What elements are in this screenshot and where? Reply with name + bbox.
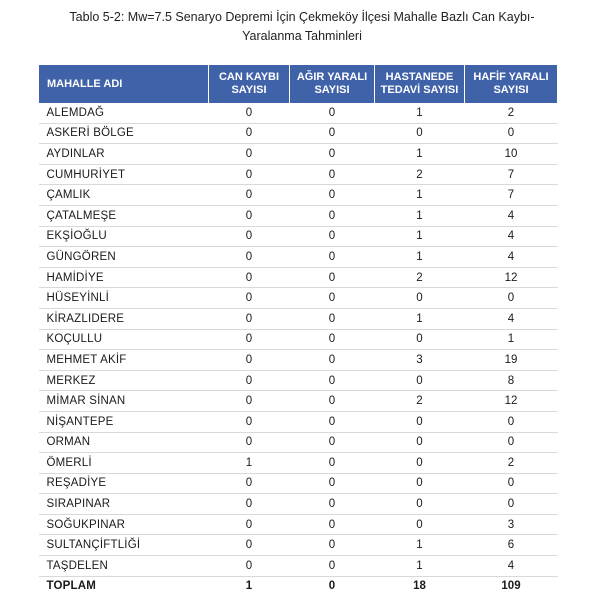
hastanede-tedavi-cell: 1 xyxy=(375,144,465,165)
mahalle-name-cell: ALEMDAĞ xyxy=(39,103,209,123)
mahalle-name-cell: KİRAZLIDERE xyxy=(39,308,209,329)
mahalle-name-cell: EKŞİOĞLU xyxy=(39,226,209,247)
mahalle-name-cell: CUMHURİYET xyxy=(39,164,209,185)
hastanede-tedavi-cell: 0 xyxy=(375,411,465,432)
table-row xyxy=(39,494,558,515)
can-kaybi-cell: 0 xyxy=(209,494,290,515)
hafif-yarali-cell: 1 xyxy=(465,329,558,350)
mahalle-name-cell: SIRAPINAR xyxy=(39,494,209,515)
hastanede-tedavi-cell: 0 xyxy=(375,473,465,494)
agir-yarali-cell: 0 xyxy=(290,556,375,577)
table-row xyxy=(39,164,558,185)
agir-yarali-cell: 0 xyxy=(290,103,375,123)
mahalle-name-cell: MERKEZ xyxy=(39,370,209,391)
hastanede-tedavi-cell: 0 xyxy=(375,370,465,391)
agir-yarali-cell: 0 xyxy=(290,411,375,432)
mahalle-name-cell: REŞADİYE xyxy=(39,473,209,494)
mahalle-name-cell: GÜNGÖREN xyxy=(39,247,209,268)
hafif-yarali-cell: 7 xyxy=(465,164,558,185)
hastanede-tedavi-cell: 1 xyxy=(375,247,465,268)
mahalle-name-cell: ORMAN xyxy=(39,432,209,453)
hastanede-tedavi-cell: 1 xyxy=(375,308,465,329)
table-row xyxy=(39,267,558,288)
hastanede-tedavi-cell: 0 xyxy=(375,329,465,350)
mahalle-name-cell: MEHMET AKİF xyxy=(39,350,209,371)
hastanede-tedavi-cell: 0 xyxy=(375,432,465,453)
hastanede-tedavi-cell: 0 xyxy=(375,514,465,535)
mahalle-name-cell: SULTANÇİFTLİĞİ xyxy=(39,535,209,556)
hafif-yarali-cell: 4 xyxy=(465,205,558,226)
hafif-yarali-cell: 4 xyxy=(465,556,558,577)
hafif-yarali-cell: 0 xyxy=(465,494,558,515)
hafif-yarali-cell: 12 xyxy=(465,391,558,412)
hafif-yarali-cell: 8 xyxy=(465,370,558,391)
hafif-yarali-cell: 2 xyxy=(465,453,558,474)
table-header-row xyxy=(39,65,558,103)
caption-line-1: Tablo 5-2: Mw=7.5 Senaryo Depremi İçin Çekmeköy İlçesi Mahalle Bazlı Can Kaybı- xyxy=(69,10,535,24)
can-kaybi-cell: 0 xyxy=(209,432,290,453)
casualty-table xyxy=(38,65,558,596)
hastanede-tedavi-cell: 2 xyxy=(375,391,465,412)
mahalle-name-cell: TAŞDELEN xyxy=(39,556,209,577)
mahalle-name-cell: SOĞUKPINAR xyxy=(39,514,209,535)
mahalle-name-cell: MİMAR SİNAN xyxy=(39,391,209,412)
can-kaybi-cell: 0 xyxy=(209,103,290,123)
can-kaybi-cell: 0 xyxy=(209,535,290,556)
mahalle-name-cell: AYDINLAR xyxy=(39,144,209,165)
agir-yarali-cell: 0 xyxy=(290,267,375,288)
agir-yarali-cell: 0 xyxy=(290,514,375,535)
hafif-yarali-cell: 3 xyxy=(465,514,558,535)
agir-yarali-cell: 0 xyxy=(290,329,375,350)
table-row xyxy=(39,144,558,165)
hastanede-tedavi-cell: 0 xyxy=(375,453,465,474)
table-row xyxy=(39,411,558,432)
hastanede-tedavi-cell: 1 xyxy=(375,556,465,577)
agir-yarali-cell: 0 xyxy=(290,494,375,515)
agir-yarali-cell: 0 xyxy=(290,205,375,226)
table-row xyxy=(39,453,558,474)
caption-line-2: Yaralanma Tahminleri xyxy=(242,29,362,43)
header-can-kaybi: CAN KAYBI SAYISI xyxy=(209,65,290,103)
header-hastanede-tedavi: HASTANEDE TEDAVİ SAYISI xyxy=(375,65,465,103)
can-kaybi-cell: 0 xyxy=(209,288,290,309)
hafif-yarali-cell: 0 xyxy=(465,432,558,453)
mahalle-name-cell: HÜSEYİNLİ xyxy=(39,288,209,309)
hafif-yarali-cell: 10 xyxy=(465,144,558,165)
hastanede-tedavi-cell: 1 xyxy=(375,535,465,556)
agir-yarali-cell: 0 xyxy=(290,473,375,494)
table-row xyxy=(39,185,558,206)
table-row xyxy=(39,205,558,226)
table-row xyxy=(39,350,558,371)
hafif-yarali-cell: 4 xyxy=(465,226,558,247)
hafif-yarali-cell: 12 xyxy=(465,267,558,288)
hastanede-tedavi-cell: 3 xyxy=(375,350,465,371)
table-row xyxy=(39,103,558,123)
table-row xyxy=(39,370,558,391)
table-caption xyxy=(28,8,576,46)
mahalle-name-cell: KOÇULLU xyxy=(39,329,209,350)
total-row xyxy=(39,576,558,596)
agir-yarali-cell: 0 xyxy=(290,144,375,165)
table-row xyxy=(39,556,558,577)
total-agir-yarali-cell: 0 xyxy=(328,580,336,593)
hafif-yarali-cell: 7 xyxy=(465,185,558,206)
table-row xyxy=(39,247,558,268)
can-kaybi-cell: 0 xyxy=(209,308,290,329)
agir-yarali-cell: 0 xyxy=(290,185,375,206)
mahalle-name-cell: ÇATALMEŞE xyxy=(39,205,209,226)
hastanede-tedavi-cell: 1 xyxy=(375,185,465,206)
agir-yarali-cell: 0 xyxy=(290,308,375,329)
mahalle-name-cell: HAMİDİYE xyxy=(39,267,209,288)
agir-yarali-cell: 0 xyxy=(290,123,375,144)
can-kaybi-cell: 0 xyxy=(209,123,290,144)
mahalle-name-cell: ÇAMLIK xyxy=(39,185,209,206)
total-can-kaybi-cell: 1 xyxy=(245,580,253,593)
hafif-yarali-cell: 19 xyxy=(465,350,558,371)
hafif-yarali-cell: 0 xyxy=(465,288,558,309)
can-kaybi-cell: 0 xyxy=(209,164,290,185)
total-hastanede-tedavi-cell: 18 xyxy=(413,580,426,593)
hastanede-tedavi-cell: 1 xyxy=(375,205,465,226)
can-kaybi-cell: 0 xyxy=(209,267,290,288)
table-row xyxy=(39,288,558,309)
mahalle-name-cell: NİŞANTEPE xyxy=(39,411,209,432)
can-kaybi-cell: 0 xyxy=(209,247,290,268)
can-kaybi-cell: 0 xyxy=(209,185,290,206)
hafif-yarali-cell: 0 xyxy=(465,123,558,144)
hastanede-tedavi-cell: 2 xyxy=(375,267,465,288)
table-row xyxy=(39,308,558,329)
can-kaybi-cell: 0 xyxy=(209,514,290,535)
header-agir-yarali: AĞIR YARALI SAYISI xyxy=(290,65,375,103)
hafif-yarali-cell: 4 xyxy=(465,308,558,329)
can-kaybi-cell: 0 xyxy=(209,556,290,577)
hastanede-tedavi-cell: 0 xyxy=(375,288,465,309)
can-kaybi-cell: 1 xyxy=(209,453,290,474)
can-kaybi-cell: 0 xyxy=(209,205,290,226)
agir-yarali-cell: 0 xyxy=(290,370,375,391)
table-row xyxy=(39,432,558,453)
header-hafif-yarali: HAFİF YARALI SAYISI xyxy=(465,65,558,103)
can-kaybi-cell: 0 xyxy=(209,226,290,247)
table-body xyxy=(39,103,558,596)
mahalle-name-cell: ASKERİ BÖLGE xyxy=(39,123,209,144)
agir-yarali-cell: 0 xyxy=(290,288,375,309)
table-row xyxy=(39,123,558,144)
table-row xyxy=(39,329,558,350)
can-kaybi-cell: 0 xyxy=(209,350,290,371)
hafif-yarali-cell: 0 xyxy=(465,473,558,494)
can-kaybi-cell: 0 xyxy=(209,370,290,391)
agir-yarali-cell: 0 xyxy=(290,535,375,556)
total-label-cell: TOPLAM xyxy=(46,580,97,593)
agir-yarali-cell: 0 xyxy=(290,247,375,268)
table-row xyxy=(39,535,558,556)
hastanede-tedavi-cell: 2 xyxy=(375,164,465,185)
can-kaybi-cell: 0 xyxy=(209,329,290,350)
total-hafif-yarali-cell: 109 xyxy=(501,580,521,593)
hastanede-tedavi-cell: 0 xyxy=(375,494,465,515)
can-kaybi-cell: 0 xyxy=(209,144,290,165)
can-kaybi-cell: 0 xyxy=(209,391,290,412)
table-row xyxy=(39,473,558,494)
hafif-yarali-cell: 6 xyxy=(465,535,558,556)
can-kaybi-cell: 0 xyxy=(209,473,290,494)
hastanede-tedavi-cell: 1 xyxy=(375,226,465,247)
agir-yarali-cell: 0 xyxy=(290,432,375,453)
table-row xyxy=(39,226,558,247)
header-mahalle-adi: MAHALLE ADI xyxy=(39,65,209,103)
hastanede-tedavi-cell: 1 xyxy=(375,103,465,123)
hafif-yarali-cell: 0 xyxy=(465,411,558,432)
agir-yarali-cell: 0 xyxy=(290,164,375,185)
agir-yarali-cell: 0 xyxy=(290,350,375,371)
table-row xyxy=(39,514,558,535)
hastanede-tedavi-cell: 0 xyxy=(375,123,465,144)
agir-yarali-cell: 0 xyxy=(290,391,375,412)
agir-yarali-cell: 0 xyxy=(290,226,375,247)
can-kaybi-cell: 0 xyxy=(209,411,290,432)
mahalle-name-cell: ÖMERLİ xyxy=(39,453,209,474)
agir-yarali-cell: 0 xyxy=(290,453,375,474)
hafif-yarali-cell: 2 xyxy=(465,103,558,123)
hafif-yarali-cell: 4 xyxy=(465,247,558,268)
table-row xyxy=(39,391,558,412)
